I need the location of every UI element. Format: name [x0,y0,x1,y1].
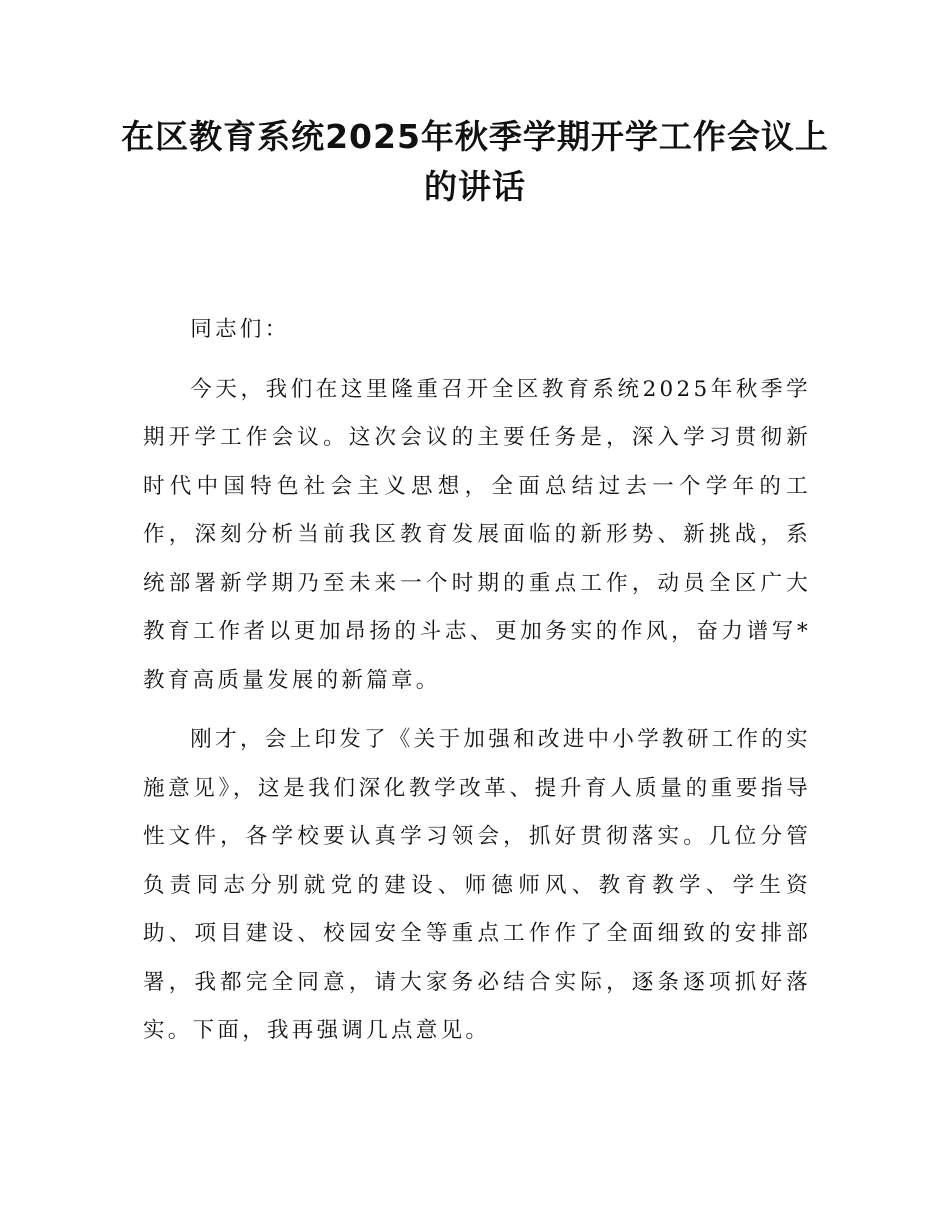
salutation: 同志们： [190,317,290,342]
paragraph-opening: 今天，我们在这里隆重召开全区教育系统2025年秋季学期开学工作会议。这次会议的主要任务是，深入学习贯彻新时代中国特色社会主义思想，全面总结过去一个学年的工作，深刻分析当前我区教育发展面临的新形势、新挑战，系统部署新学期乃至未来一个时期的重点工作，动员全区广大教育工作者以更加昂扬的斗志、更加务实的作风，奋力谱写*教育高质量发展的新篇章。 [143,376,811,693]
document-body [143,306,811,1067]
document-title: 在区教育系统2025年秋季学期开学工作会议上的讲话 [121,117,829,206]
paragraph-second: 刚才，会上印发了《关于加强和改进中小学教研工作的实施意见》，这是我们深化教学改革、提升育人质量的重要指导性文件，各学校要认真学习领会，抓好贯彻落实。几位分管负责同志分别就党的建设、师德师风、教育教学、学生资助、项目建设、校园安全等重点工作作了全面细致的安排部署，我都完全同意，请大家务必结合实际，逐条逐项抓好落实。下面，我再强调几点意见。 [143,727,811,1043]
